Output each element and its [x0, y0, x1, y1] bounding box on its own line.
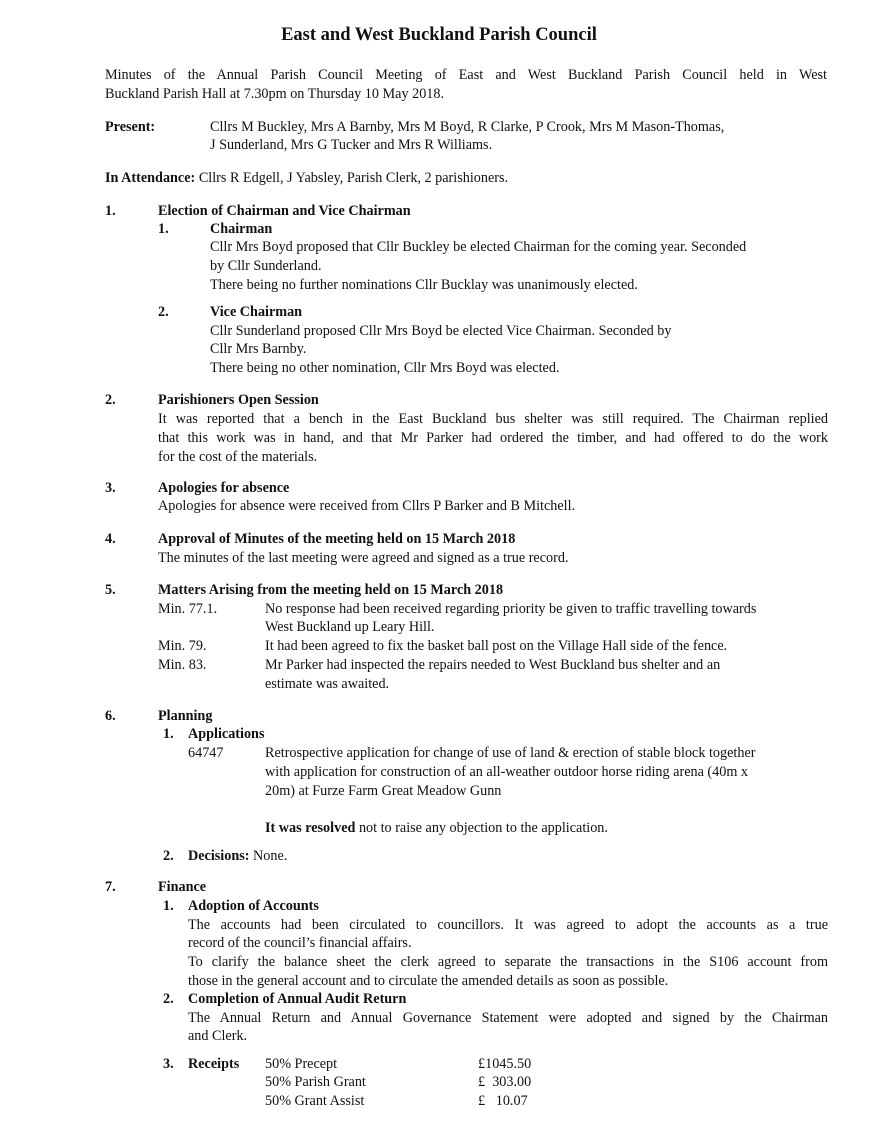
- section-7-2-line-2: and Clerk.: [188, 1028, 248, 1044]
- matter-3-line-2: estimate was awaited.: [265, 676, 390, 692]
- section-7-1-number: 1.: [163, 898, 174, 914]
- section-4-text: The minutes of the last meeting were agreed and signed as a true record.: [158, 550, 569, 566]
- section-2-line-3: for the cost of the materials.: [158, 449, 318, 465]
- receipt-amount: £ 10.07: [478, 1093, 528, 1109]
- section-2-line-1: It was reported that a bench in the East Buckland bus shelter was still required. The Chairman replied: [158, 411, 828, 427]
- section-5-number: 5.: [105, 582, 116, 598]
- section-4-heading: Approval of Minutes of the meeting held on 15 March 2018: [158, 531, 516, 547]
- section-7-heading: Finance: [158, 879, 207, 895]
- receipt-amount: £1045.50: [478, 1056, 532, 1072]
- section-1-2-line-2: Cllr Mrs Barnby.: [210, 341, 307, 357]
- section-7-1-line-4: those in the general account and to circulate the amended details as soon as possible.: [188, 973, 669, 989]
- section-2-number: 2.: [105, 392, 116, 408]
- receipt-item: 50% Grant Assist: [265, 1093, 365, 1109]
- section-7-2-heading: Completion of Annual Audit Return: [188, 991, 407, 1007]
- section-6-number: 6.: [105, 708, 116, 724]
- section-6-2-number: 2.: [163, 848, 174, 864]
- section-3-number: 3.: [105, 480, 116, 496]
- section-7-1-line-1: The accounts had been circulated to councillors. It was agreed to adopt the accounts as a true: [188, 917, 828, 933]
- receipt-amount: £ 303.00: [478, 1074, 532, 1090]
- attendance-line: [105, 169, 508, 187]
- matter-2-line-1: It had been agreed to fix the basket ball post on the Village Hall side of the fence.: [265, 638, 728, 654]
- matter-3-line-1: Mr Parker had inspected the repairs needed to West Buckland bus shelter and an: [265, 657, 721, 673]
- page-title: East and West Buckland Parish Council: [281, 25, 597, 45]
- matter-ref-1: Min. 77.1.: [158, 601, 218, 617]
- section-1-1-line-2: by Cllr Sunderland.: [210, 258, 322, 274]
- decisions-label: Decisions:: [188, 848, 250, 864]
- section-1-1-number: 1.: [158, 221, 169, 237]
- matter-1-line-2: West Buckland up Leary Hill.: [265, 619, 435, 635]
- section-7-2-line-1: The Annual Return and Annual Governance Statement were adopted and signed by the Chairman: [188, 1010, 828, 1026]
- matter-ref-2: Min. 79.: [158, 638, 207, 654]
- section-6-heading: Planning: [158, 708, 213, 724]
- application-line-1: Retrospective application for change of use of land & erection of stable block together: [265, 745, 756, 761]
- present-line-2: J Sunderland, Mrs G Tucker and Mrs R Williams.: [210, 137, 493, 153]
- matter-1-line-1: No response had been received regarding priority be given to traffic travelling towards: [265, 601, 757, 617]
- section-1-1-line-1: Cllr Mrs Boyd proposed that Cllr Buckley be elected Chairman for the coming year. Seconded: [210, 239, 747, 255]
- section-1-number: 1.: [105, 203, 116, 219]
- section-1-2-line-1: Cllr Sunderland proposed Cllr Mrs Boyd be elected Vice Chairman. Seconded by: [210, 323, 672, 339]
- section-6-1-heading: Applications: [188, 726, 265, 742]
- section-1-2-number: 2.: [158, 304, 169, 320]
- resolution-line: [265, 819, 608, 837]
- resolution-text: not to raise any objection to the application.: [355, 820, 608, 836]
- section-7-2-number: 2.: [163, 991, 174, 1007]
- section-1-2-line-3: There being no other nomination, Cllr Mrs Boyd was elected.: [210, 360, 560, 376]
- receipt-item: 50% Parish Grant: [265, 1074, 366, 1090]
- section-2-line-2: that this work was in hand, and that Mr Parker had ordered the timber, and had offered to do the work: [158, 430, 828, 446]
- section-4-number: 4.: [105, 531, 116, 547]
- section-5-heading: Matters Arising from the meeting held on 15 March 2018: [158, 582, 504, 598]
- section-2-heading: Parishioners Open Session: [158, 392, 319, 408]
- section-3-text: Apologies for absence were received from Cllrs P Barker and B Mitchell.: [158, 498, 576, 514]
- present-line-1: Cllrs M Buckley, Mrs A Barnby, Mrs M Boyd, R Clarke, P Crook, Mrs M Mason-Thomas,: [210, 119, 725, 135]
- section-1-2-heading: Vice Chairman: [210, 304, 303, 320]
- attendance-label: In Attendance:: [105, 170, 196, 186]
- section-1-1-line-3: There being no further nominations Cllr Bucklay was unanimously elected.: [210, 277, 638, 293]
- matter-ref-3: Min. 83.: [158, 657, 207, 673]
- section-7-3-number: 3.: [163, 1056, 174, 1072]
- section-7-1-line-3: To clarify the balance sheet the clerk agreed to separate the transactions in the S106 account from: [188, 954, 828, 970]
- section-7-1-heading: Adoption of Accounts: [188, 898, 319, 914]
- decisions-text: None.: [249, 848, 288, 864]
- intro-line-2: Buckland Parish Hall at 7.30pm on Thursday 10 May 2018.: [105, 86, 445, 102]
- present-label: Present:: [105, 119, 156, 135]
- section-6-1-number: 1.: [163, 726, 174, 742]
- section-3-heading: Apologies for absence: [158, 480, 290, 496]
- receipt-item: 50% Precept: [265, 1056, 338, 1072]
- section-1-heading: Election of Chairman and Vice Chairman: [158, 203, 411, 219]
- application-reference: 64747: [188, 745, 224, 761]
- intro-line-1: Minutes of the Annual Parish Council Meeting of East and West Buckland Parish Council held in West: [105, 67, 827, 83]
- resolution-bold: It was resolved: [265, 820, 356, 836]
- attendance-text: Cllrs R Edgell, J Yabsley, Parish Clerk, 2 parishioners.: [195, 170, 509, 186]
- application-line-3: 20m) at Furze Farm Great Meadow Gunn: [265, 783, 502, 799]
- application-line-2: with application for construction of an all-weather outdoor horse riding arena (40m x: [265, 764, 749, 780]
- section-1-1-heading: Chairman: [210, 221, 273, 237]
- receipts-label: Receipts: [188, 1056, 240, 1072]
- section-7-number: 7.: [105, 879, 116, 895]
- section-7-1-line-2: record of the council’s financial affairs.: [188, 935, 412, 951]
- decisions-line: [188, 847, 287, 865]
